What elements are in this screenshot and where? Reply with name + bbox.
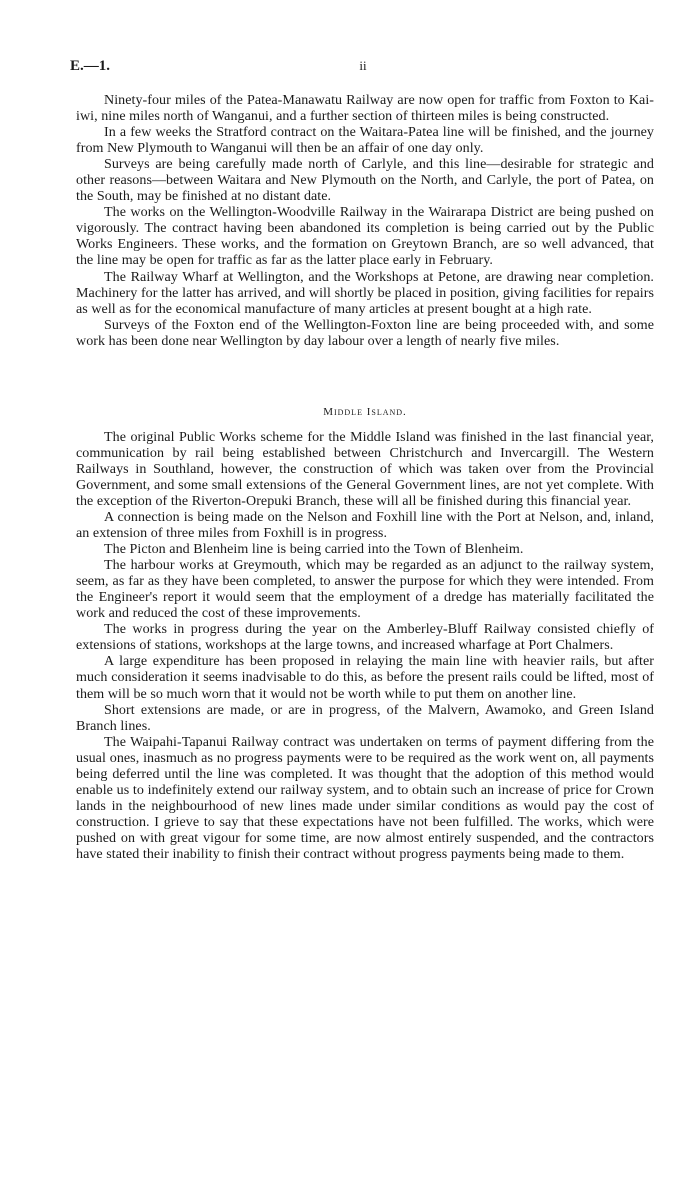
paragraph: Short extensions are made, or are in progress, of the Malvern, Awamoko, and Green Island Branch lines. [76,701,654,734]
paragraph: A large expenditure has been proposed in relaying the main line with heavier rails, but after much consideration it seems inadvisable to do this, as before the present rails could be lifted, most of them will be so much worn that it would not be worth while to put them on another line. [76,653,654,702]
paragraph: Surveys are being carefully made north of Carlyle, and this line—desirable for strategic and other reasons—between Waitara and New Plymouth on the North, and Carlyle, the port of Patea, on the South, may be finished at no distant date. [76,156,654,205]
body-text [76,92,654,862]
paragraph: A connection is being made on the Nelson and Foxhill line with the Port at Nelson, and, inland, an extension of three miles from Foxhill is in progress. [76,508,654,542]
section-heading: Middle Island. [323,405,407,418]
paragraph: Surveys of the Foxton end of the Wellington-Foxton line are being proceeded with, and some work has been done near Wellington by day labour over a length of nearly five miles. [76,316,654,349]
page-number: ii [359,58,367,73]
paragraph: The original Public Works scheme for the Middle Island was finished in the last financial year, communication by rail being established between Christchurch and Invercargill. The Western Railways in Southland, however, the construction of which was taken over from the Provincial Government, and some small extensions of the General Government lines, are not yet complete. With the exception of the Riverton-Orepuki Branch, these will all be finished during this financial year. [76,428,654,509]
section-spacer [76,349,654,404]
paragraph: The Waipahi-Tapanui Railway contract was undertaken on terms of payment differing from the usual ones, inasmuch as no progress payments were to be required as the work went on, all payments being deferred until the line was completed. It was thought that the adoption of this method would enable us to indefinitely extend our railway system, and to obtain such an increase of price for Crown lands in the neighbourhood of new lines made under similar conditions as would pay the cost of construction. I grieve to say that these expectations have not been fulfilled. The works, which were pushed on with great vigour for some time, are now almost entirely suspended, and the contractors have stated their inability to finish their contract without progress payments being made to them. [76,733,654,862]
middle-island-section [76,404,654,862]
paragraph: In a few weeks the Stratford contract on the Waitara-Patea line will be finished, and the journey from New Plymouth to Wanganui will then be an affair of one day only. [76,124,654,157]
paragraph: The works in progress during the year on the Amberley-Bluff Railway consisted chiefly of extensions of stations, workshops at the large towns, and increased wharfage at Port Chalmers. [76,621,654,654]
paragraph: The Railway Wharf at Wellington, and the Workshops at Petone, are drawing near completion. Machinery for the latter has arrived, and will shortly be placed in position, giving facilities for repairs as well as for the economical manufacture of many articles at present bought at a high rate. [76,268,654,317]
paragraph: The Picton and Blenheim line is being carried into the Town of Blenheim. [104,541,524,558]
north-island-section [76,92,654,349]
paragraph: Ninety-four miles of the Patea-Manawatu Railway are now open for traffic from Foxton to Kai-iwi, nine miles north of Wanganui, and a further section of thirteen miles is being constructed. [76,92,654,125]
page-header [70,58,656,78]
paragraph: The harbour works at Greymouth, which may be regarded as an adjunct to the railway system, seem, as far as they have been completed, to answer the purpose for which they were intended. From the Engineer's report it would seem that the employment of a dredge has materially facilitated the work and reduced the cost of these improvements. [76,557,654,622]
document-reference: E.—1. [70,58,111,74]
paragraph: The works on the Wellington-Woodville Railway in the Wairarapa District are being pushed on vigorously. The contract having been abandoned its completion is being carried out by the Public Works Engineers. These works, and the formation on Greytown Branch, are so well advanced, that the line may be open for traffic as far as the latter place early in February. [76,204,654,269]
